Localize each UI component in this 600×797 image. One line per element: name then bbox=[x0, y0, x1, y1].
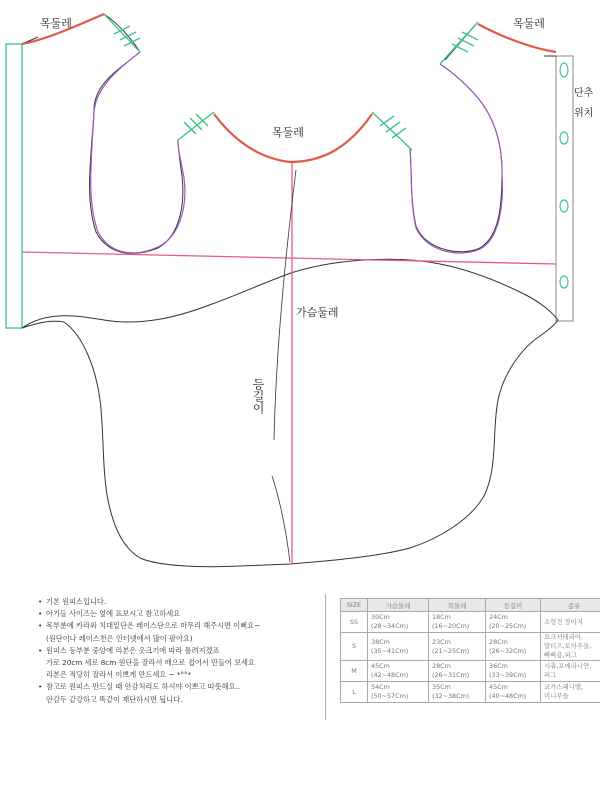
size-cell: M bbox=[341, 661, 368, 682]
center-left-shoulder bbox=[178, 112, 214, 140]
size-cell: S bbox=[341, 633, 368, 661]
header-size: SIZE bbox=[341, 599, 368, 612]
right-placket bbox=[556, 56, 573, 321]
label-neckline-right: 목둘레 bbox=[513, 17, 545, 30]
header-neck: 목둘레 bbox=[429, 599, 486, 612]
header-chest: 가슴둘레 bbox=[368, 599, 429, 612]
table-cell: 23Cm (21~25Cm) bbox=[429, 633, 486, 661]
label-neckline-left: 목둘레 bbox=[40, 17, 72, 30]
label-chest-circumference: 가슴둘레 bbox=[296, 306, 339, 319]
size-table bbox=[340, 598, 600, 703]
chest-line bbox=[22, 252, 556, 264]
table-header-row bbox=[341, 599, 600, 612]
table-row bbox=[341, 633, 600, 661]
size-cell: L bbox=[341, 682, 368, 703]
note-item: • 참고로 원피스 만드실 때 안감처리도 하셔야 이쁘고 따뜻해요.. bbox=[38, 681, 328, 693]
table-cell: 38Cm (35~41Cm) bbox=[368, 633, 429, 661]
note-continuation: (원단이나 레이스천은 인터넷에서 많이 팔아요) bbox=[46, 633, 193, 643]
label-neckline-center: 목둘레 bbox=[272, 126, 304, 139]
table-cell: 코카스패니엘, 미니푸들 bbox=[541, 682, 600, 703]
note-continuation: 리본은 적당히 잘라서 이쁘게 만드세요 ~ *°°* bbox=[46, 670, 192, 680]
table-cell: 45Cm (42~48Cm) bbox=[368, 661, 429, 682]
table-cell: 소형견 장아지 bbox=[541, 612, 600, 633]
table-cell: 24Cm (20~25Cm) bbox=[486, 612, 541, 633]
label-button-position: 위치 bbox=[574, 108, 594, 119]
table-cell: 28Cm (26~31Cm) bbox=[429, 661, 486, 682]
size-cell: SS bbox=[341, 612, 368, 633]
shoulder-ticks bbox=[114, 26, 478, 138]
table-row bbox=[341, 612, 600, 633]
note-continuation: 안감두 같강하고 똑같이 재단하시면 됩니다. bbox=[46, 694, 183, 704]
table-cell: 시츄,포메라니안, 퍼그 bbox=[541, 661, 600, 682]
size-table-panel bbox=[325, 594, 596, 720]
table-cell: 54Cm (50~57Cm) bbox=[368, 682, 429, 703]
label-back-length: 등길이 bbox=[251, 378, 265, 414]
table-row bbox=[341, 682, 600, 703]
right-shoulder bbox=[440, 22, 478, 64]
header-back-length: 등길이 bbox=[486, 599, 541, 612]
left-placket bbox=[6, 44, 22, 328]
right-armhole bbox=[410, 64, 502, 253]
button-holes bbox=[560, 63, 568, 288]
table-cell: 18Cm (16~20Cm) bbox=[429, 612, 486, 633]
note-item: • 기본 원피스입니다. bbox=[38, 596, 328, 608]
note-continuation: 가로 20cm 세로 8cm 원단을 잘라서 배으로 접어서 만들어 보세요 bbox=[46, 658, 255, 668]
table-row bbox=[341, 661, 600, 682]
note-item: • 원피스 등부분 중앙에 리본은 옷크기에 따라 틀려지겠죠 bbox=[38, 645, 328, 657]
table-cell: 30Cm (28~34Cm) bbox=[368, 612, 429, 633]
table-cell: 요크셔테리어, 말티즈,토이푸들, 빠삐용,퍼그 bbox=[541, 633, 600, 661]
label-button-placket: 단추 bbox=[574, 88, 594, 99]
note-item: • 아기들 사이즈는 옆에 표보시고 참고하세요 bbox=[38, 608, 328, 620]
header-type: 종류 bbox=[541, 599, 600, 612]
table-cell: 28Cm (26~32Cm) bbox=[486, 633, 541, 661]
table-cell: 36Cm (33~39Cm) bbox=[486, 661, 541, 682]
table-cell: 35Cm (32~38Cm) bbox=[429, 682, 486, 703]
note-item: • 목부분에 카라와 치대밑단은 레이스단으로 마무리 해주시면 이뻐요~ bbox=[38, 620, 328, 632]
notes-list bbox=[38, 596, 328, 706]
table-cell: 45Cm (40~48Cm) bbox=[486, 682, 541, 703]
